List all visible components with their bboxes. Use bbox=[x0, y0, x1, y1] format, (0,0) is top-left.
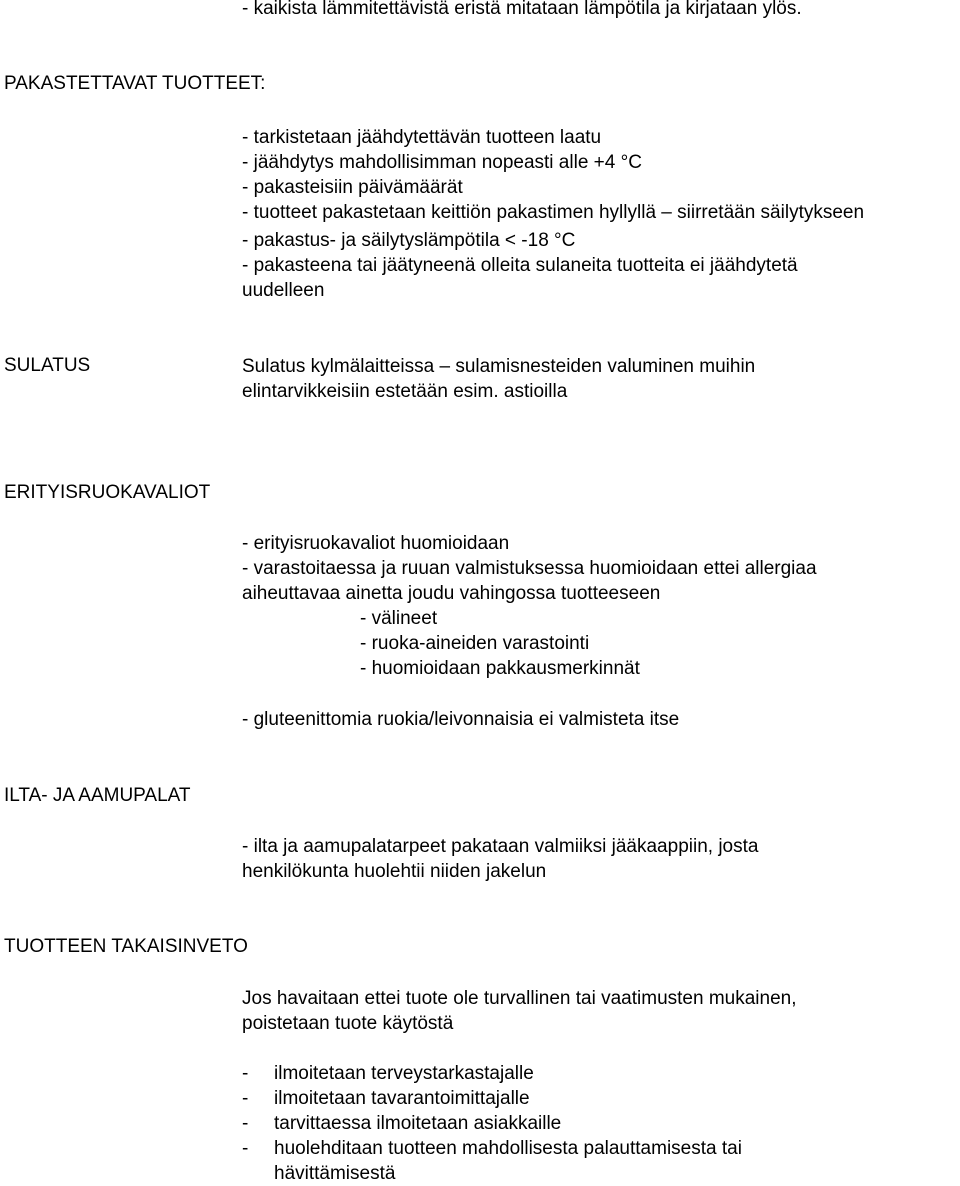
erityisruokavaliot-sub-item: - huomioidaan pakkausmerkinnät bbox=[360, 658, 640, 679]
pakastettavat-line: - pakasteisiin päivämäärät bbox=[242, 177, 463, 198]
takaisinveto-bullet: ilmoitetaan tavarantoimittajalle bbox=[274, 1088, 530, 1109]
ilta-aamupalat-line: henkilökunta huolehtii niiden jakelun bbox=[242, 861, 547, 882]
takaisinveto-bullet-continuation: hävittämisestä bbox=[274, 1163, 396, 1184]
takaisinveto-bullet: huolehditaan tuotteen mahdollisesta palauttamisesta tai bbox=[274, 1138, 742, 1159]
erityisruokavaliot-line: - varastoitaessa ja ruuan valmistuksessa huomioidaan ettei allergiaa bbox=[242, 558, 817, 579]
pakastettavat-line: - jäähdytys mahdollisimman nopeasti alle +4 °C bbox=[242, 152, 642, 173]
pakastettavat-line: - pakastus- ja säilytyslämpötila < -18 °C bbox=[242, 230, 576, 251]
takaisinveto-bullet: tarvittaessa ilmoitetaan asiakkaille bbox=[274, 1113, 562, 1134]
heading-takaisinveto: TUOTTEEN TAKAISINVETO bbox=[4, 936, 248, 957]
heading-erityisruokavaliot: ERITYISRUOKAVALIOT bbox=[4, 482, 211, 503]
takaisinveto-line: Jos havaitaan ettei tuote ole turvallinen tai vaatimusten mukainen, bbox=[242, 988, 797, 1009]
takaisinveto-bullet: ilmoitetaan terveystarkastajalle bbox=[274, 1063, 534, 1084]
intro-line: - kaikista lämmitettävistä eristä mitataan lämpötila ja kirjataan ylös. bbox=[242, 0, 802, 19]
pakastettavat-line: - tarkistetaan jäähdytettävän tuotteen laatu bbox=[242, 127, 602, 148]
heading-sulatus: SULATUS bbox=[4, 355, 91, 376]
erityisruokavaliot-line: aiheuttavaa ainetta joudu vahingossa tuotteeseen bbox=[242, 583, 661, 604]
erityisruokavaliot-sub-item: - välineet bbox=[360, 608, 438, 629]
ilta-aamupalat-line: - ilta ja aamupalatarpeet pakataan valmiiksi jääkaappiin, josta bbox=[242, 836, 759, 857]
pakastettavat-line: - pakasteena tai jäätyneenä olleita sulaneita tuotteita ei jäähdytetä bbox=[242, 255, 798, 276]
sulatus-line: elintarvikkeisiin estetään esim. astioilla bbox=[242, 381, 568, 402]
pakastettavat-line: - tuotteet pakastetaan keittiön pakastimen hyllyllä – siirretään säilytykseen bbox=[242, 202, 865, 223]
takaisinveto-line: poistetaan tuote käytöstä bbox=[242, 1013, 454, 1034]
heading-ilta-aamupalat: ILTA- JA AAMUPALAT bbox=[4, 785, 191, 806]
heading-pakastettavat: PAKASTETTAVAT TUOTTEET: bbox=[4, 73, 266, 94]
erityisruokavaliot-sub-item: - ruoka-aineiden varastointi bbox=[360, 633, 590, 654]
sulatus-line: Sulatus kylmälaitteissa – sulamisnesteiden valuminen muihin bbox=[242, 356, 756, 377]
bullet-marker: - bbox=[242, 1088, 249, 1109]
bullet-marker: - bbox=[242, 1138, 249, 1159]
bullet-marker: - bbox=[242, 1063, 249, 1084]
erityisruokavaliot-line: - erityisruokavaliot huomioidaan bbox=[242, 533, 510, 554]
pakastettavat-line: uudelleen bbox=[242, 280, 325, 301]
erityisruokavaliot-last-line: - gluteenittomia ruokia/leivonnaisia ei valmisteta itse bbox=[242, 709, 680, 730]
bullet-marker: - bbox=[242, 1113, 249, 1134]
